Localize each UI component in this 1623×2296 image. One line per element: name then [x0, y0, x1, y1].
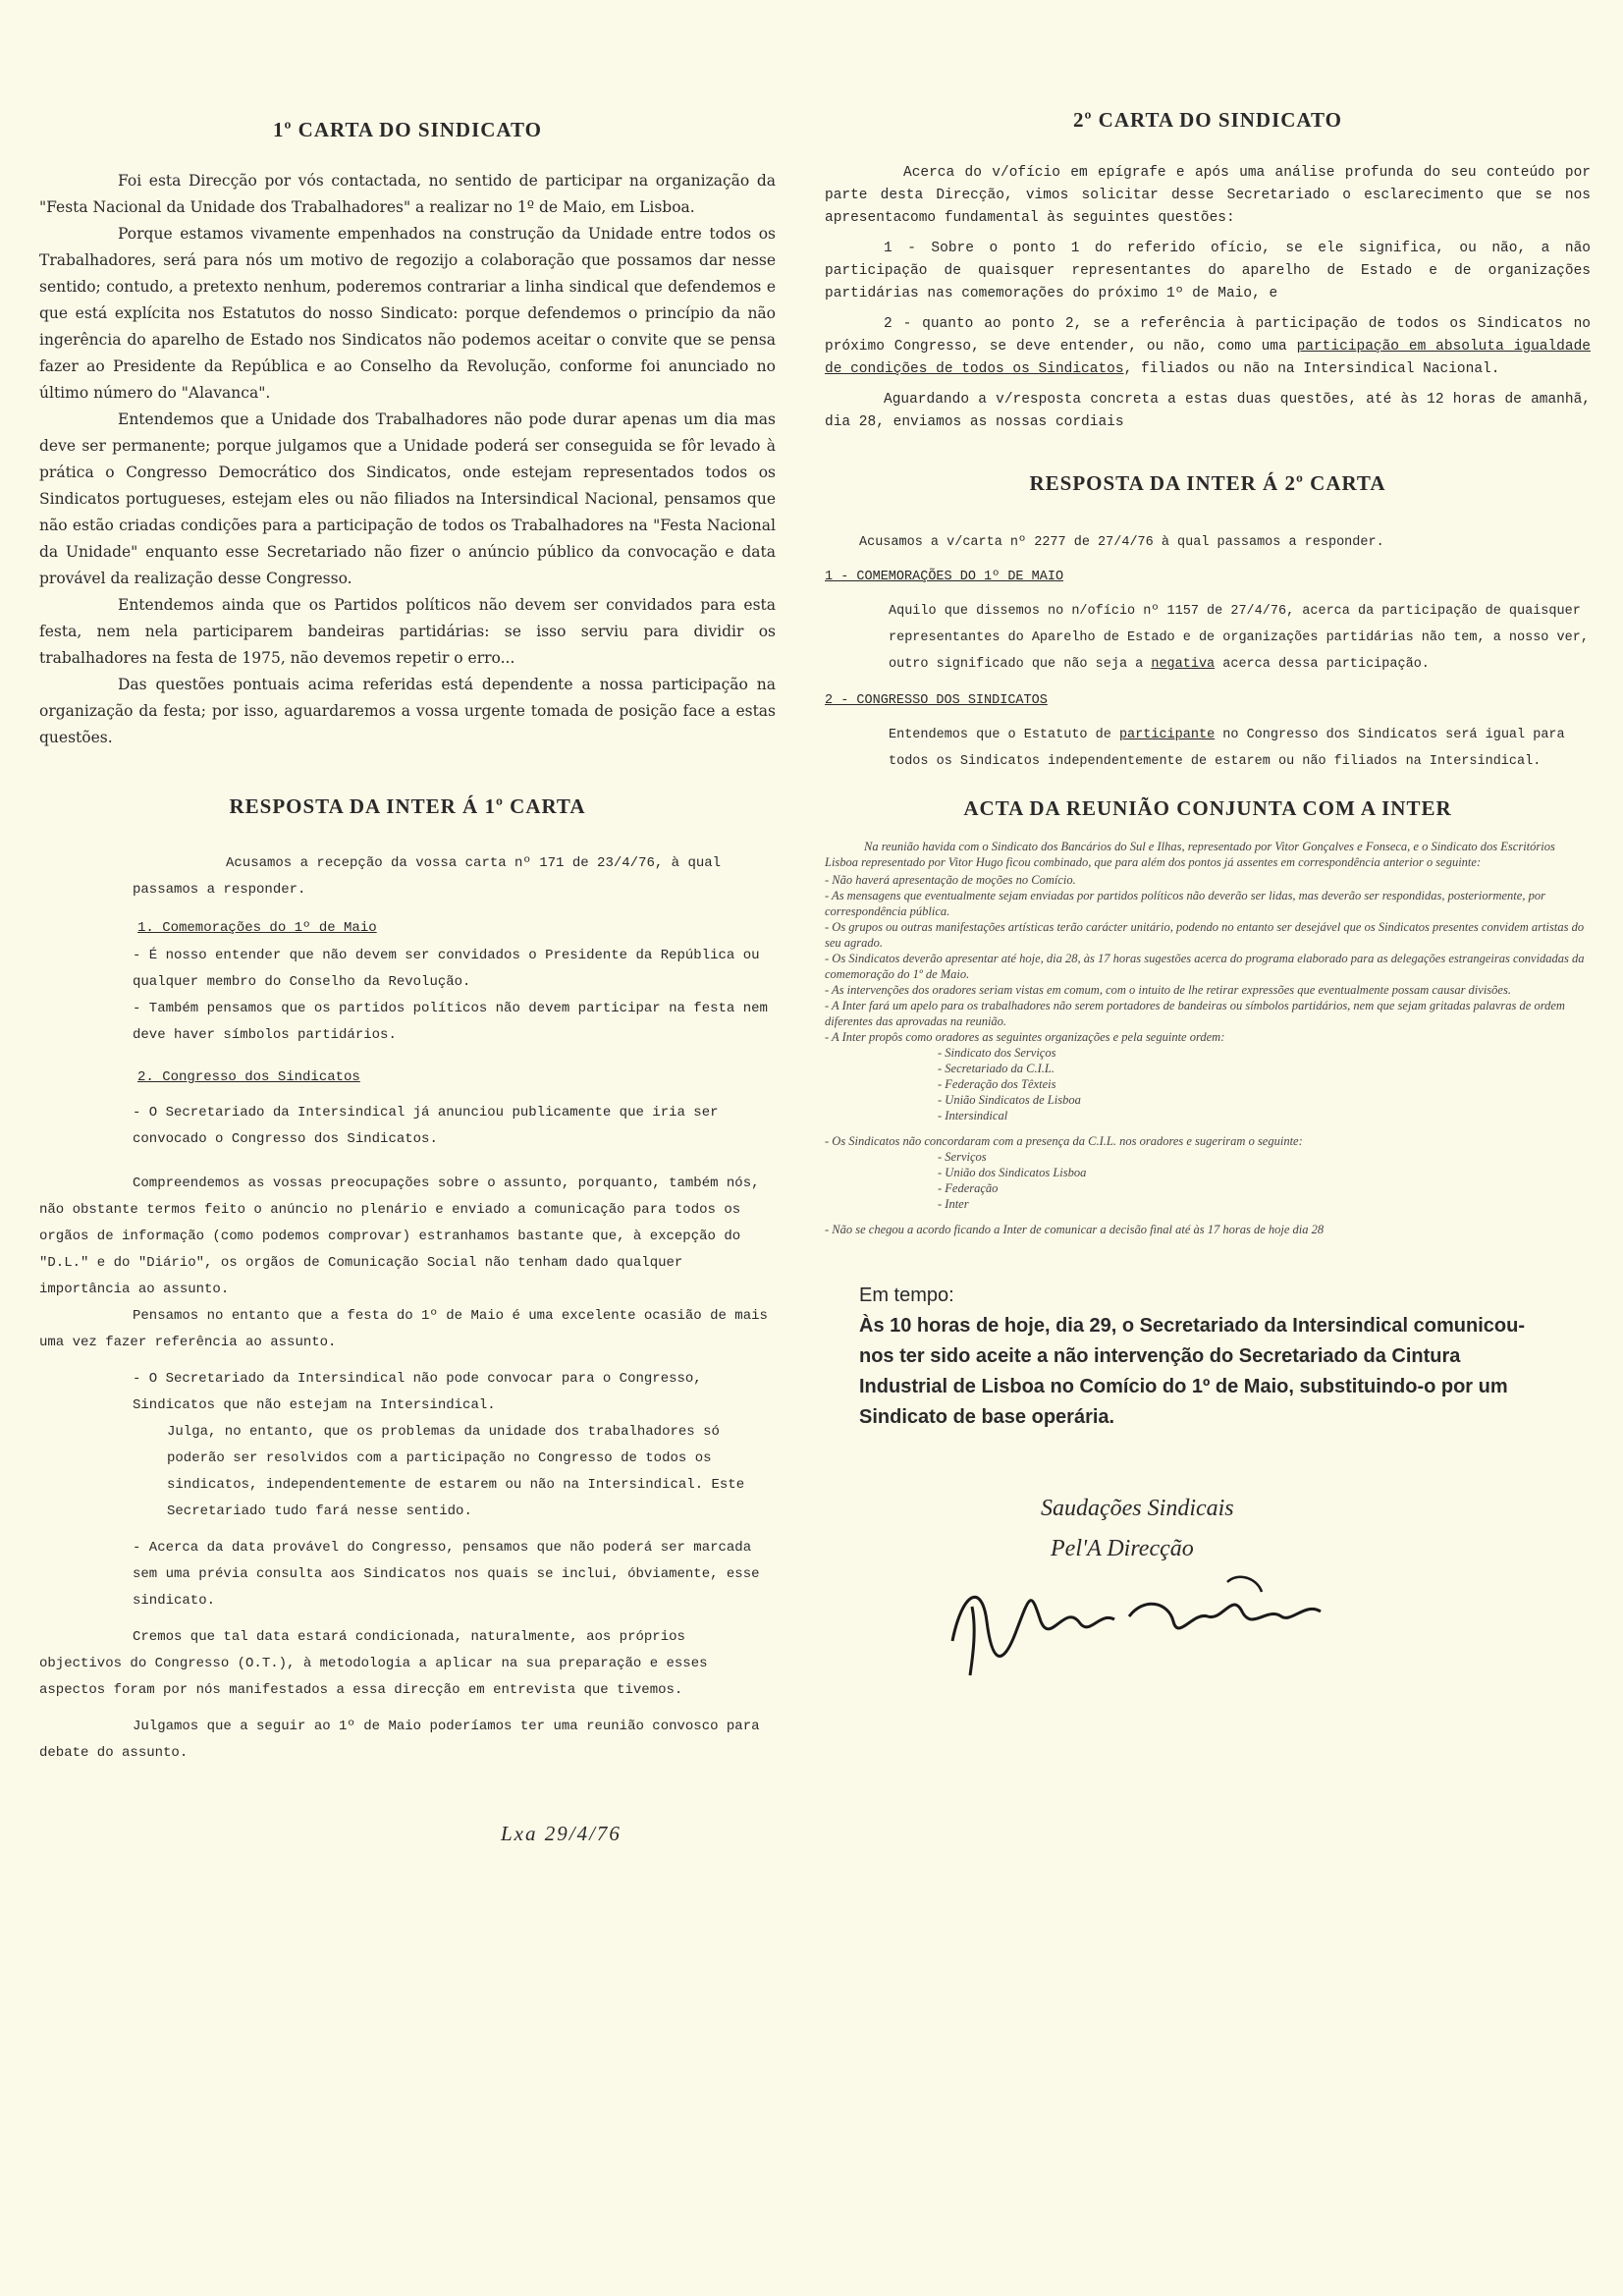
- resposta1-paragraph: Cremos que tal data estará condicionada, naturalmente, aos próprios objectivos do Congresso (O.T.), à metodologia a aplicar na sua preparação e esses aspectos foram por nós manifestados a essa direcção em entrevista que tivemos.: [39, 1629, 708, 1698]
- acta-body: [825, 839, 1591, 1237]
- resposta1-item: - O Secretariado da Intersindical já anunciou publicamente que iria ser convocado o Congresso dos Sindicatos.: [133, 1105, 719, 1147]
- carta2-text: , filiados ou não na Intersindical Nacional.: [1123, 361, 1500, 377]
- section-title-text: 2 - CONGRESSO DOS SINDICATOS: [825, 693, 1048, 708]
- carta2-paragraph: Acerca do v/ofício em epígrafe e após uma análise profunda do seu conteúdo por parte desta Direcção, vimos solicitar desse Secretariado o esclarecimento que se nos apresentacomo fundamental às seguintes questões:: [825, 165, 1591, 226]
- closing-salutation: Saudações Sindicais: [1041, 1496, 1234, 1521]
- resposta2-section1-title: [825, 564, 1591, 590]
- resposta1-item: - O Secretariado da Intersindical não pode convocar para o Congresso, Sindicatos que não estejam na Intersindical.: [133, 1371, 702, 1413]
- resposta1-intro: Acusamos a recepção da vossa carta nº 171 de 23/4/76, à qual passamos a responder.: [133, 855, 722, 898]
- acta-intro: Na reunião havida com o Sindicato dos Bancários do Sul e Ilhas, representado por Vitor Gonçalves e Fonseca, e o Sindicato dos Escritórios Lisboa representado por Vitor Hugo ficou combinado, que para além dos pontos já assentes em correspondência anterior o seguinte:: [825, 840, 1555, 869]
- carta2-title: 2º CARTA DO SINDICATO: [1073, 108, 1342, 132]
- carta1-body: [39, 168, 776, 751]
- carta1-paragraph: Entendemos que a Unidade dos Trabalhadores não pode durar apenas um dia mas deve ser permanente; porque julgamos que a Unidade poderá ser conseguida se fôr levado à prática o Congresso Democrático dos Sindicatos, onde estejam representados todos os Sindicatos portugueses, estejam eles ou não filiados na Intersindical Nacional, pensamos que não estão criadas condições para a participação de todos os Trabalhadores na "Festa Nacional da Unidade" enquanto esse Secretariado não fizer o anúncio público da convocação e data provável da realização desse Congresso.: [39, 410, 776, 587]
- resposta2-text: Aquilo que dissemos no n/ofício nº 1157 de 27/4/76, acerca da participação de quaisquer representantes do Aparelho de Estado e de organizações partidárias não tem, a nosso ver, outro significado que não seja a: [889, 604, 1589, 672]
- acta-item: - Não haverá apresentação de moções no Comício.: [825, 873, 1076, 887]
- carta1-title: 1º CARTA DO SINDICATO: [273, 118, 542, 141]
- resposta1-item: - É nosso entender que não devem ser convidados o Presidente da República ou qualquer membro do Conselho da Revolução.: [133, 948, 760, 990]
- resposta1-body: [39, 850, 776, 1767]
- acta-item: - A Inter propôs como oradores as seguintes organizações e pela seguinte ordem:: [825, 1030, 1225, 1044]
- carta2-body: [825, 162, 1591, 434]
- resposta1-paragraph: Julgamos que a seguir ao 1º de Maio poderíamos ter uma reunião convosco para debate do assunto.: [39, 1719, 760, 1761]
- resposta2-underlined: participante: [1118, 728, 1216, 742]
- acta-item: - As intervenções dos oradores seriam vistas em comum, com o intuito de lhe retirar expressões que eventualmente possam causar divisões.: [825, 983, 1511, 997]
- carta1-paragraph: Das questões pontuais acima referidas está dependente a nossa participação na organização da festa; por isso, aguardaremos a vossa urgente tomada de posição face a estas questões.: [39, 676, 776, 746]
- resposta1-item: Julga, no entanto, que os problemas da unidade dos trabalhadores só poderão ser resolvidos com a participação no Congresso de todos os sindicatos, independentemente de estarem ou não na Intersindical. Este Secretariado tudo fará nesse sentido.: [167, 1424, 745, 1519]
- acta-orador: - União Sindicatos de Lisboa: [938, 1093, 1081, 1107]
- resposta1-section2-title: [137, 1063, 776, 1092]
- section-title-text: 1. Comemorações do 1º de Maio: [137, 920, 377, 936]
- acta-orador: - Federação dos Têxteis: [938, 1077, 1056, 1091]
- resposta1-paragraph: Pensamos no entanto que a festa do 1º de Maio é uma excelente ocasião de mais uma vez fazer referência ao assunto.: [39, 1308, 768, 1350]
- resposta2-section2-title: [825, 687, 1591, 714]
- acta-orador: - Secretariado da C.I.L.: [938, 1062, 1055, 1075]
- resposta2-paragraph: [889, 722, 1591, 775]
- acta-orador: - Sindicato dos Serviços: [938, 1046, 1056, 1060]
- resposta2-text: acerca dessa participação.: [1215, 657, 1430, 672]
- right-column: [825, 108, 1591, 1680]
- em-tempo-block: [859, 1281, 1537, 1433]
- acta-orador: - Intersindical: [938, 1109, 1008, 1122]
- resposta1-paragraph: Compreendemos as vossas preocupações sobre o assunto, porquanto, também nós, não obstante termos feito o anúncio no plenário e enviado a comunicação para todos os orgãos de informação (como podemos comprovar) estranhamos bastante que, à excepção do "D.L." e do "Diário", os orgãos de Comunicação Social não tenham dado qualquer importância ao assunto.: [39, 1175, 760, 1297]
- resposta2-text: no Congresso dos Sindicatos será igual para todos os Sindicatos independentemente de estarem ou não filiados na Intersindical.: [889, 728, 1565, 769]
- acta-orador: - União dos Sindicatos Lisboa: [938, 1166, 1087, 1179]
- acta-orador: - Federação: [938, 1181, 999, 1195]
- section-title-text: 2. Congresso dos Sindicatos: [137, 1069, 360, 1085]
- carta1-paragraph: Entendemos ainda que os Partidos políticos não devem ser convidados para esta festa, nem nela participarem bandeiras partidárias: se isso serviu para dividir os trabalhadores na festa de 1975, não devemos repetir o erro...: [39, 596, 776, 667]
- carta2-text: 2 - quanto ao ponto 2, se a referência à participação de todos os Sindicatos no próximo Congresso, se deve entender, ou não, como uma: [825, 316, 1591, 355]
- resposta1-item: - Também pensamos que os partidos políticos não devem participar na festa nem deve haver símbolos partidários.: [133, 1001, 768, 1043]
- left-column: [39, 118, 776, 1846]
- resposta1-title: RESPOSTA DA INTER Á 1º CARTA: [229, 794, 586, 818]
- carta2-paragraph: Aguardando a v/resposta concreta a estas duas questões, até às 12 horas de amanhã, dia 28, enviamos as nossas cordiais: [825, 392, 1591, 430]
- acta-item: - Os Sindicatos não concordaram com a presença da C.I.L. nos oradores e sugeriram o seguinte:: [825, 1134, 1303, 1148]
- acta-title: ACTA DA REUNIÃO CONJUNTA COM A INTER: [963, 796, 1452, 820]
- carta1-paragraph: Foi esta Direcção por vós contactada, no sentido de participar na organização da "Festa Nacional da Unidade dos Trabalhadores" a realizar no 1º de Maio, em Lisboa.: [39, 172, 776, 216]
- resposta2-intro: Acusamos a v/carta nº 2277 de 27/4/76 à qual passamos a responder.: [859, 535, 1384, 550]
- carta2-paragraph: [825, 313, 1591, 381]
- section-title-text: 1 - COMEMORAÇÕES DO 1º DE MAIO: [825, 570, 1064, 584]
- acta-item: - Os Sindicatos deverão apresentar até hoje, dia 28, às 17 horas sugestões acerca do programa elaborado para as delegações estrangeiras convidadas da comemoração do 1º de Maio.: [825, 952, 1585, 981]
- acta-item: - As mensagens que eventualmente sejam enviadas por partidos políticos não deverão ser lidas, mas deverão ser respondidas, posteriormente, por correspondência pública.: [825, 889, 1545, 918]
- resposta1-item: - Acerca da data provável do Congresso, pensamos que não poderá ser marcada sem uma prévia consulta aos Sindicatos nos quais se inclui, óbviamente, esse sindicato.: [133, 1540, 760, 1609]
- resposta2-underlined: negativa: [1151, 657, 1216, 672]
- resposta2-paragraph: [889, 598, 1591, 678]
- acta-item: - Os grupos ou outras manifestações artísticas terão carácter unitário, podendo no entanto ser desejável que os Sindicatos presentes convidem artistas do seu agrado.: [825, 920, 1585, 950]
- resposta2-body: [825, 529, 1591, 775]
- acta-item: - A Inter fará um apelo para os trabalhadores não serem portadores de bandeiras ou símbolos partidários, nem que sejam gritadas palavras de ordem diferentes das aprovadas na reunião.: [825, 999, 1565, 1028]
- em-tempo-text: Às 10 horas de hoje, dia 29, o Secretariado da Intersindical comunicou-nos ter sido aceite a não intervenção do Secretariado da Cintura Industrial de Lisboa no Comício do 1º de Maio, substituindo-o por um Sindicato de base operária.: [859, 1315, 1525, 1428]
- resposta2-text: Entendemos que o Estatuto de: [889, 728, 1119, 742]
- date-line: Lxa 29/4/76: [501, 1822, 622, 1845]
- handwritten-signature: [943, 1562, 1355, 1680]
- resposta2-title: RESPOSTA DA INTER Á 2º CARTA: [1029, 471, 1386, 495]
- carta1-paragraph: Porque estamos vivamente empenhados na construção da Unidade entre todos os Trabalhadores, será para nós um motivo de regozijo a colaboração que possamos dar nesse sentido; contudo, a pretexto nenhum, poderemos contrariar a linha sindical que defendemos e que está explícita nos Estatutos do nosso Sindicato: porque defendemos o princípio da não ingerência do aparelho de Estado nos Sindicatos não podemos aceitar o convite que se pensa fazer ao Presidente da República e ao Conselho da Revolução, conforme foi anunciado no último número do "Alavanca".: [39, 225, 776, 402]
- em-tempo-heading: Em tempo:: [859, 1285, 954, 1306]
- carta2-paragraph: 1 - Sobre o ponto 1 do referido ofício, se ele significa, ou não, a não participação de quaisquer representantes do aparelho de Estado e de organizações partidárias nas comemorações do próximo 1º de Maio, e: [825, 241, 1591, 301]
- resposta1-section1-title: [137, 913, 776, 943]
- closing-direction: Pel'A Direcção: [1051, 1536, 1194, 1561]
- acta-orador: - Serviços: [938, 1150, 987, 1164]
- carta2-underlined: participação em absoluta igualdade de condições de todos os Sindicatos: [825, 339, 1591, 377]
- acta-orador: - Inter: [938, 1197, 969, 1211]
- acta-final: - Não se chegou a acordo ficando a Inter de comunicar a decisão final até às 17 horas de hoje dia 28: [825, 1223, 1325, 1236]
